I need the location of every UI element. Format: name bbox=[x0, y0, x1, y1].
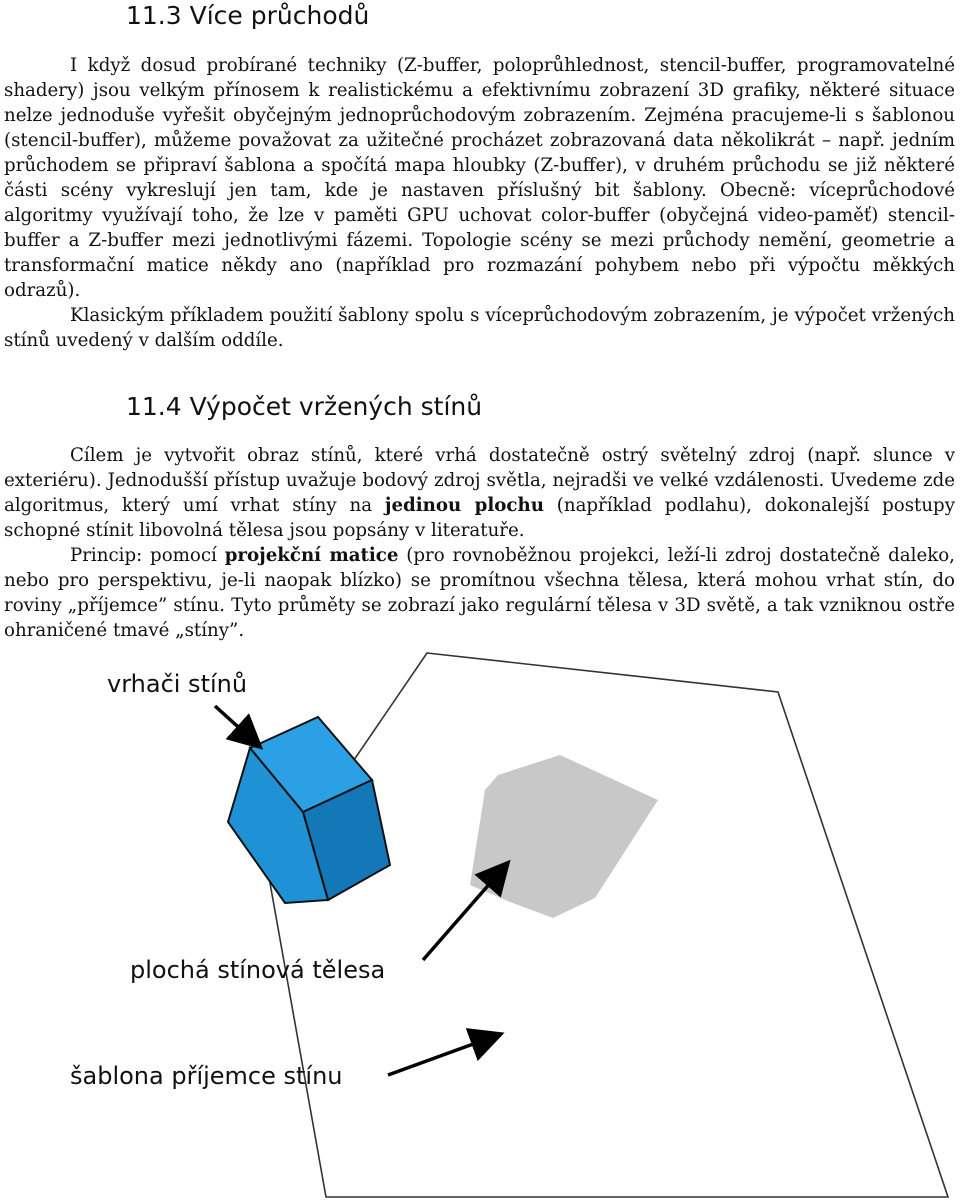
shadow-figure bbox=[0, 640, 960, 1203]
paragraph-text: Cílem je vytvořit obraz stínů, které vrhá dostatečně ostrý světelný zdroj (např. slunce v exteriéru). Jednodušší přístup uvažuje bodový zdroj světla, nejradši ve velké vzdálenosti. Uvedeme zde algoritmus, který umí vrhat stíny na bbox=[4, 445, 955, 516]
section-11-3-body bbox=[4, 53, 955, 353]
paragraph-text: Princip: pomocí bbox=[70, 545, 217, 566]
arrow-to-cube bbox=[215, 706, 258, 745]
paragraph bbox=[4, 53, 955, 303]
paragraph-text-end: (například podlahu), dokonalejší postupy schopné stínit libovolná tělesa jsou popsány v literatuře. bbox=[4, 495, 955, 541]
paragraph bbox=[4, 543, 955, 643]
paragraph bbox=[4, 443, 955, 543]
emphasis-projection-matrix: projekční matice bbox=[224, 545, 399, 566]
paragraph-text: Klasickým příkladem použití šablony spolu s víceprůchodovým zobrazením, je výpočet vržených stínů uvedený v dalším oddíle. bbox=[4, 305, 955, 351]
paragraph bbox=[4, 303, 955, 353]
label-shadow-receiver-stencil: šablona příjemce stínu bbox=[70, 1062, 343, 1090]
shadow-illustration bbox=[0, 640, 960, 1203]
section-heading-11-3: 11.3 Více průchodů bbox=[126, 1, 370, 30]
label-shadow-casters: vrhači stínů bbox=[107, 670, 248, 698]
section-11-4-body bbox=[4, 443, 955, 643]
paragraph-text-a: I když dosud probírané techniky (Z-buffer, poloprůhlednost, stencil-buffer, programovatelné shadery) jsou velkým přínosem k realistickému a efektivnímu zobrazení 3D grafiky, některé situace nelze jednoduše vyřešit obyčejným jednoprůchodovým zobrazením. Zejména pracujeme-li s šablonou (stencil-buffer), můžeme považovat za užitečné procházet zobrazovaná data několikrát – např. jedním průchodem se připraví šablona a spočítá mapa hloubky (Z-buffer), v druhém průchodu se již některé části scény vykreslují jen tam, kde je nastaven příslušný bit šablony. bbox=[4, 55, 955, 201]
paragraph-text-end: (pro rovnoběžnou projekci, leží-li zdroj dostatečně daleko, nebo pro perspektivu, je-li naopak blízko) se promítnou všechna tělesa, která mohou vrhat stín, do roviny „příjemce” stínu. Tyto průměty se zobrazí jako regulární tělesa v 3D světě, a tak vzniknou ostře ohraničené tmavé „stíny”. bbox=[4, 545, 955, 641]
receiver-plane bbox=[270, 653, 948, 1197]
emphasis-single-surface: jedinou plochu bbox=[384, 495, 544, 516]
paragraph-text-b: Obecně: víceprůchodové algoritmy využívají toho, že lze v paměti GPU uchovat color-buffer (obyčejná video-paměť) stencil-buffer a Z-buffer mezi jednotlivými fázemi. Topologie scény se mezi průchody nemění, geometrie a transformační matice někdy ano (například pro rozmazání pohybem nebo při výpočtu měkkých odrazů). bbox=[4, 180, 955, 301]
label-flat-shadow-volumes: plochá stínová tělesa bbox=[130, 956, 386, 984]
section-heading-11-4: 11.4 Výpočet vržených stínů bbox=[126, 392, 483, 421]
